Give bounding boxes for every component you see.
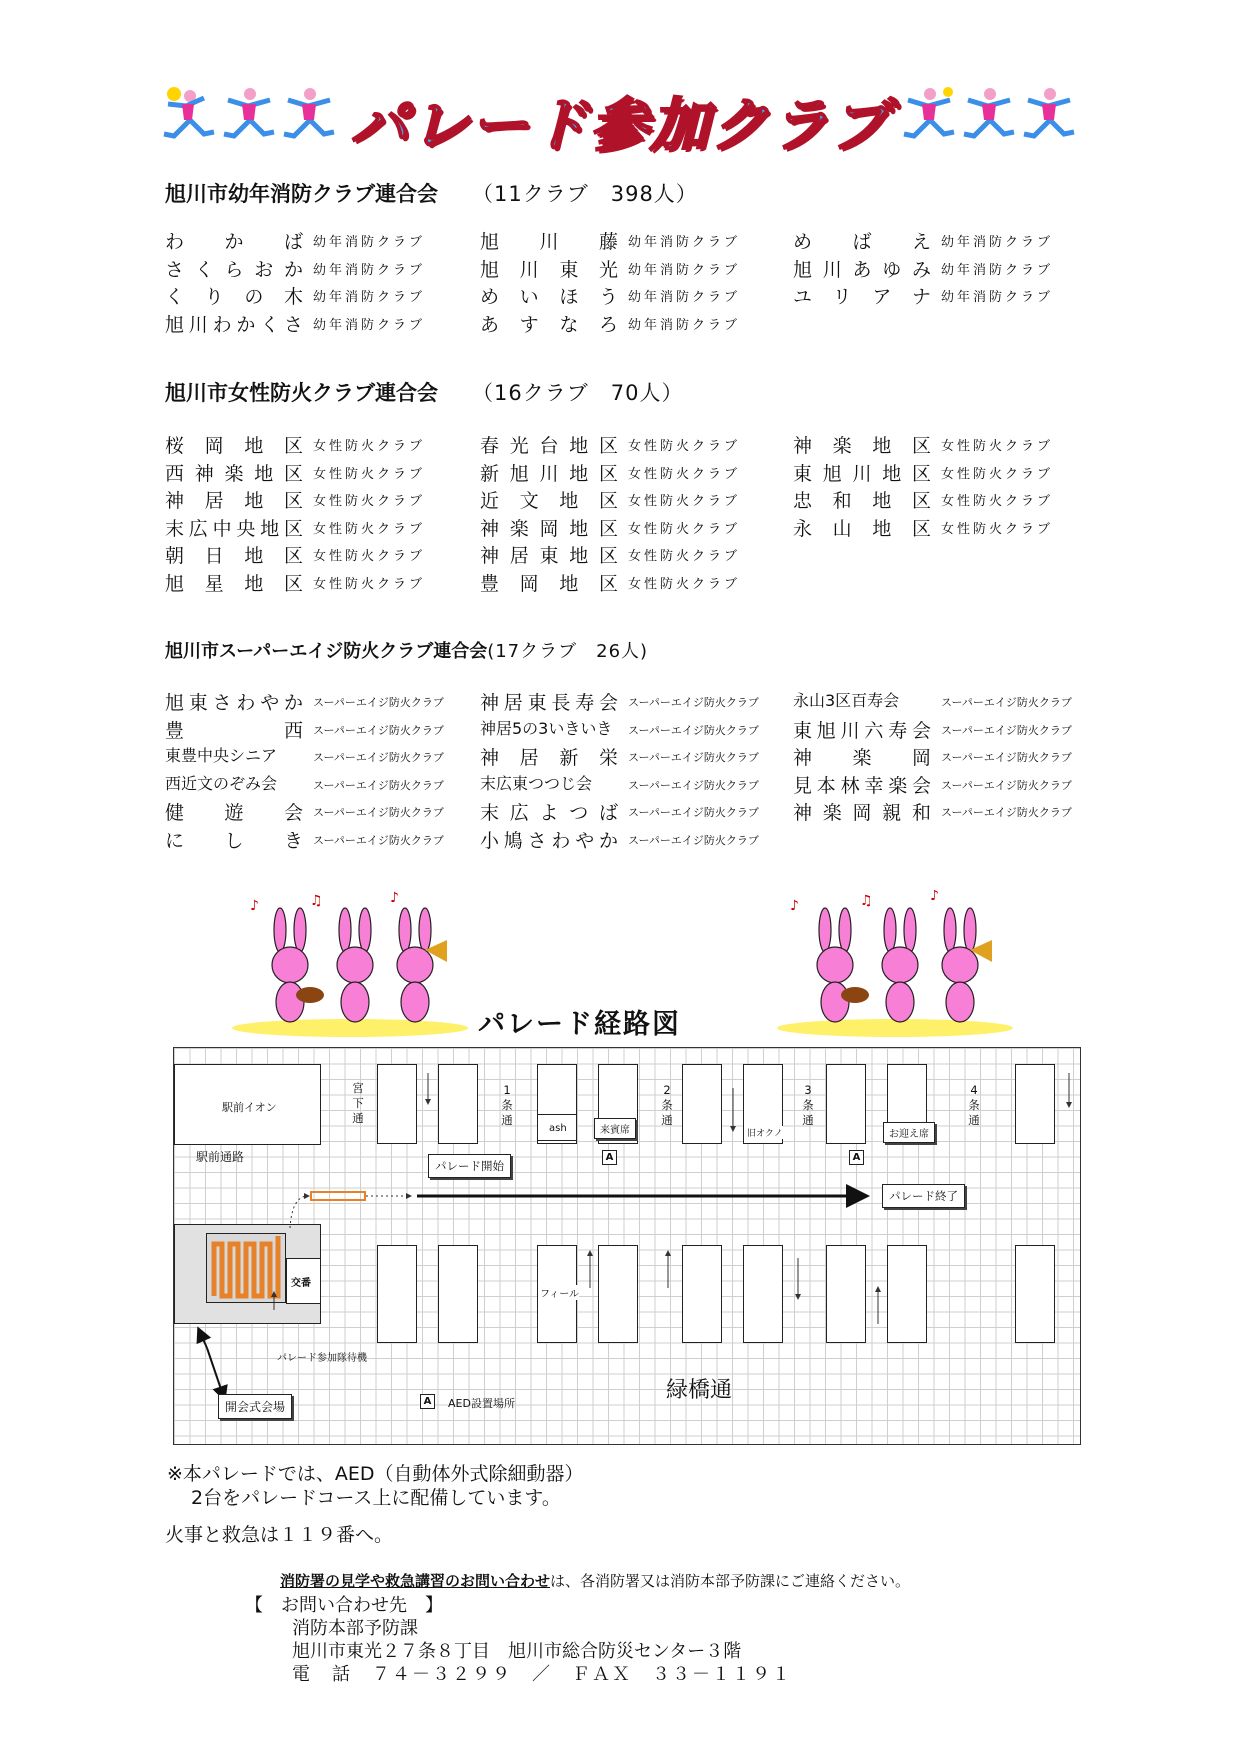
club-name: 旭 川 藤 bbox=[480, 231, 618, 253]
club-name: 旭 川 あ ゆ み bbox=[793, 258, 931, 281]
svg-text:♫: ♫ bbox=[860, 893, 873, 909]
club-name: 旭 東 さ わ や か bbox=[165, 692, 303, 714]
club-name: め ば え bbox=[793, 231, 931, 253]
club-name: 神 居 東 長 寿 会 bbox=[480, 692, 618, 714]
waiting-label: パレード参加隊待機 bbox=[277, 1353, 367, 1364]
banner bbox=[160, 70, 1080, 160]
club-entry bbox=[165, 255, 465, 282]
club-name: 神居5の3いきいき bbox=[480, 718, 613, 738]
street-label: 3条通 bbox=[802, 1083, 814, 1127]
club-entry bbox=[165, 716, 465, 743]
club-entry bbox=[480, 227, 780, 254]
club-name: 神 楽 地 区 bbox=[793, 435, 931, 457]
club-type: 幼年消防クラブ bbox=[628, 317, 741, 333]
contact-header: 【 お問い合わせ先 】 bbox=[245, 1595, 443, 1616]
dancer-icon bbox=[220, 84, 278, 144]
club-entry bbox=[165, 431, 465, 458]
banner-title: パレード参加クラブ bbox=[350, 91, 891, 159]
club-entry bbox=[480, 514, 780, 541]
club-name: 新 旭 川 地 区 bbox=[480, 462, 618, 485]
club-type: 女性防火クラブ bbox=[628, 494, 741, 509]
club-entry bbox=[480, 798, 780, 825]
club-entry bbox=[165, 569, 465, 596]
club-type: 幼年消防クラブ bbox=[628, 290, 741, 305]
aed-marker: A bbox=[602, 1150, 617, 1165]
club-entry bbox=[793, 514, 1093, 541]
club-entry bbox=[165, 798, 465, 825]
club-name: 東豊中央シニア bbox=[165, 746, 278, 765]
club-type: 幼年消防クラブ bbox=[941, 262, 1054, 278]
club-entry bbox=[793, 282, 1093, 309]
club-type: スーパーエイジ防火クラブ bbox=[941, 751, 1072, 764]
club-type: 女性防火クラブ bbox=[941, 466, 1054, 482]
club-entry bbox=[480, 771, 780, 798]
club-type: 女性防火クラブ bbox=[941, 494, 1054, 509]
ekimae-label: 駅前通路 bbox=[196, 1150, 245, 1164]
club-type: 幼年消防クラブ bbox=[313, 290, 426, 305]
club-type: スーパーエイジ防火クラブ bbox=[941, 696, 1072, 709]
ash-label: ash bbox=[549, 1123, 567, 1134]
street-label: 2条通 bbox=[661, 1083, 673, 1127]
club-type: スーパーエイジ防火クラブ bbox=[628, 833, 759, 847]
parade-route-map bbox=[173, 1047, 1081, 1445]
club-name: 旭 川 東 光 bbox=[480, 258, 618, 281]
aeon-label: 駅前イオン bbox=[222, 1101, 277, 1114]
section-title: 旭川市幼年消防クラブ連合会 （11クラブ 398人） bbox=[165, 182, 698, 206]
club-name: ユ リ ア ナ bbox=[793, 286, 931, 308]
parade-end-label: パレード終了 bbox=[882, 1184, 965, 1208]
svg-text:♪: ♪ bbox=[390, 890, 399, 906]
club-entry bbox=[480, 282, 780, 309]
club-name: 近 文 地 区 bbox=[480, 490, 618, 512]
dancer-icon bbox=[960, 84, 1018, 144]
kaikai-venue-label: 開会式会場 bbox=[218, 1394, 292, 1419]
raihin-seat: 来賓席 bbox=[594, 1118, 636, 1139]
club-type: 女性防火クラブ bbox=[628, 521, 741, 537]
street-label: 4条通 bbox=[968, 1083, 980, 1127]
feel-label: フィール bbox=[540, 1285, 579, 1300]
section-title: 旭川市スーパーエイジ防火クラブ連合会(17クラブ 26人) bbox=[165, 641, 649, 662]
club-entry bbox=[480, 688, 780, 715]
club-entry bbox=[793, 431, 1093, 458]
club-name: 忠 和 地 区 bbox=[793, 490, 931, 512]
club-entry bbox=[480, 716, 780, 743]
club-name: 神 居 東 地 区 bbox=[480, 545, 618, 567]
club-entry bbox=[793, 459, 1093, 486]
club-entry bbox=[480, 486, 780, 513]
club-entry bbox=[480, 541, 780, 568]
club-name: 永山3区百寿会 bbox=[793, 691, 900, 710]
svg-text:♪: ♪ bbox=[930, 890, 939, 904]
club-type: 女性防火クラブ bbox=[313, 439, 426, 454]
club-type: 女性防火クラブ bbox=[628, 549, 741, 564]
club-name: に し き bbox=[165, 829, 303, 852]
club-name: さ く ら お か bbox=[165, 258, 303, 281]
club-entry bbox=[793, 716, 1093, 743]
club-type: スーパーエイジ防火クラブ bbox=[313, 751, 444, 764]
club-name: 旭 川 わ か く さ bbox=[165, 313, 303, 336]
club-entry bbox=[793, 798, 1093, 825]
club-type: 幼年消防クラブ bbox=[313, 317, 426, 333]
aed-note: ※本パレードでは、AED（自動体外式除細動器） 2台をパレードコース上に配備しています。 bbox=[167, 1463, 584, 1509]
midoribashi-label: 緑橋通 bbox=[666, 1378, 733, 1403]
club-entry bbox=[165, 743, 465, 770]
club-entry bbox=[480, 743, 780, 770]
aed-legend-icon: A bbox=[420, 1394, 435, 1409]
club-type: スーパーエイジ防火クラブ bbox=[628, 723, 759, 737]
club-type: 女性防火クラブ bbox=[941, 521, 1054, 537]
okuno-label: 旧オクノ bbox=[747, 1126, 783, 1139]
dancer-icon bbox=[1020, 84, 1078, 144]
club-entry bbox=[480, 431, 780, 458]
club-type: 女性防火クラブ bbox=[941, 439, 1054, 454]
club-name: あ す な ろ bbox=[480, 313, 618, 336]
aed-legend-label: AED設置場所 bbox=[448, 1397, 515, 1410]
club-name: 西近文のぞみ会 bbox=[165, 773, 278, 793]
club-type: 幼年消防クラブ bbox=[941, 235, 1054, 250]
club-entry bbox=[165, 514, 465, 541]
club-type: スーパーエイジ防火クラブ bbox=[628, 696, 759, 709]
club-type: スーパーエイジ防火クラブ bbox=[628, 751, 759, 764]
club-type: 女性防火クラブ bbox=[313, 521, 426, 537]
club-name: 末 広 中 央 地 区 bbox=[165, 517, 303, 540]
dancer-icon bbox=[900, 84, 958, 144]
club-name: 神 楽 岡 親 和 bbox=[793, 802, 931, 824]
club-entry bbox=[793, 227, 1093, 254]
club-type: 幼年消防クラブ bbox=[628, 262, 741, 278]
street-label: 宮下通 bbox=[352, 1081, 364, 1125]
club-name: 東 旭 川 地 区 bbox=[793, 462, 931, 485]
club-name: 小 鳩 さ わ や か bbox=[480, 829, 618, 852]
club-name: 神 楽 岡 bbox=[793, 747, 931, 769]
club-name: 朝 日 地 区 bbox=[165, 545, 303, 567]
club-entry bbox=[165, 459, 465, 486]
svg-text:♪: ♪ bbox=[790, 898, 799, 914]
club-type: 女性防火クラブ bbox=[628, 466, 741, 482]
club-entry bbox=[793, 743, 1093, 770]
dancer-icon bbox=[280, 84, 338, 144]
club-name: 桜 岡 地 区 bbox=[165, 435, 303, 457]
club-type: スーパーエイジ防火クラブ bbox=[313, 778, 444, 792]
contact-lead: 消防署の見学や救急講習のお問い合わせは、各消防署又は消防本部予防課にご連絡ください。 bbox=[280, 1572, 911, 1590]
club-entry bbox=[793, 255, 1093, 282]
map-title: パレード経路図 bbox=[478, 1009, 681, 1040]
club-type: 女性防火クラブ bbox=[313, 576, 426, 592]
club-entry bbox=[165, 771, 465, 798]
club-entry bbox=[480, 255, 780, 282]
club-name: 末広東つつじ会 bbox=[480, 773, 593, 793]
club-type: スーパーエイジ防火クラブ bbox=[941, 806, 1072, 819]
club-type: 幼年消防クラブ bbox=[313, 235, 426, 250]
club-entry bbox=[165, 282, 465, 309]
club-name: 春 光 台 地 区 bbox=[480, 435, 618, 457]
club-name: め い ほ う bbox=[480, 286, 618, 308]
club-name: 神 楽 岡 地 区 bbox=[480, 517, 618, 540]
club-name: 西 神 楽 地 区 bbox=[165, 462, 303, 485]
svg-text:♪: ♪ bbox=[250, 898, 259, 914]
club-entry bbox=[165, 486, 465, 513]
club-type: スーパーエイジ防火クラブ bbox=[628, 778, 759, 792]
club-type: 幼年消防クラブ bbox=[313, 262, 426, 278]
club-type: スーパーエイジ防火クラブ bbox=[941, 723, 1072, 737]
club-name: 見 本 林 幸 楽 会 bbox=[793, 774, 931, 797]
club-type: スーパーエイジ防火クラブ bbox=[628, 806, 759, 819]
club-type: 女性防火クラブ bbox=[628, 439, 741, 454]
contact-dept: 消防本部予防課 bbox=[292, 1618, 418, 1639]
aed-marker: A bbox=[849, 1150, 864, 1165]
club-name: 末 広 よ つ ば bbox=[480, 802, 618, 824]
club-entry bbox=[165, 541, 465, 568]
svg-text:♫: ♫ bbox=[310, 893, 323, 909]
club-name: 健 遊 会 bbox=[165, 802, 303, 824]
club-entry bbox=[793, 486, 1093, 513]
club-type: スーパーエイジ防火クラブ bbox=[313, 806, 444, 819]
club-entry bbox=[480, 826, 780, 853]
club-name: 神 居 新 栄 bbox=[480, 747, 618, 769]
club-entry bbox=[165, 688, 465, 715]
club-entry bbox=[793, 771, 1093, 798]
club-type: スーパーエイジ防火クラブ bbox=[313, 723, 444, 737]
dancer-icon bbox=[160, 84, 218, 144]
club-name: 豊 岡 地 区 bbox=[480, 572, 618, 595]
club-type: 女性防火クラブ bbox=[313, 466, 426, 482]
club-type: スーパーエイジ防火クラブ bbox=[941, 778, 1072, 792]
club-entry bbox=[480, 569, 780, 596]
club-name: 旭 星 地 区 bbox=[165, 572, 303, 595]
club-type: スーパーエイジ防火クラブ bbox=[313, 833, 444, 847]
club-type: 幼年消防クラブ bbox=[941, 290, 1054, 305]
club-type: スーパーエイジ防火クラブ bbox=[313, 696, 444, 709]
omukae-seat: お迎え席 bbox=[883, 1122, 935, 1143]
contact-address: 旭川市東光２７条８丁目 旭川市総合防災センター３階 bbox=[292, 1641, 742, 1662]
emergency-note: 火事と救急は１１９番へ。 bbox=[165, 1524, 394, 1546]
club-name: 神 居 地 区 bbox=[165, 490, 303, 512]
club-entry bbox=[480, 459, 780, 486]
street-label: 1条通 bbox=[501, 1083, 513, 1127]
club-name: 永 山 地 区 bbox=[793, 517, 931, 540]
club-name: 豊 西 bbox=[165, 719, 303, 742]
club-entry bbox=[165, 310, 465, 337]
club-type: 女性防火クラブ bbox=[313, 494, 426, 509]
parade-start-label: パレード開始 bbox=[428, 1154, 511, 1178]
club-name: 東 旭 川 六 寿 会 bbox=[793, 719, 931, 742]
club-type: 幼年消防クラブ bbox=[628, 235, 741, 250]
route-arrows-icon bbox=[174, 1048, 1080, 1444]
club-type: 女性防火クラブ bbox=[313, 549, 426, 564]
club-entry bbox=[165, 826, 465, 853]
contact-phone: 電 話 ７４－３２９９ ／ ＦＡＸ ３３－１１９１ bbox=[292, 1664, 792, 1685]
koban-label: 交番 bbox=[291, 1274, 311, 1289]
club-name: わ か ば bbox=[165, 231, 303, 253]
club-type: 女性防火クラブ bbox=[628, 576, 741, 592]
club-entry bbox=[793, 688, 1093, 715]
club-name: く り の 木 bbox=[165, 286, 303, 308]
club-entry bbox=[165, 227, 465, 254]
club-entry bbox=[480, 310, 780, 337]
section-title: 旭川市女性防火クラブ連合会 （16クラブ 70人） bbox=[165, 381, 684, 405]
